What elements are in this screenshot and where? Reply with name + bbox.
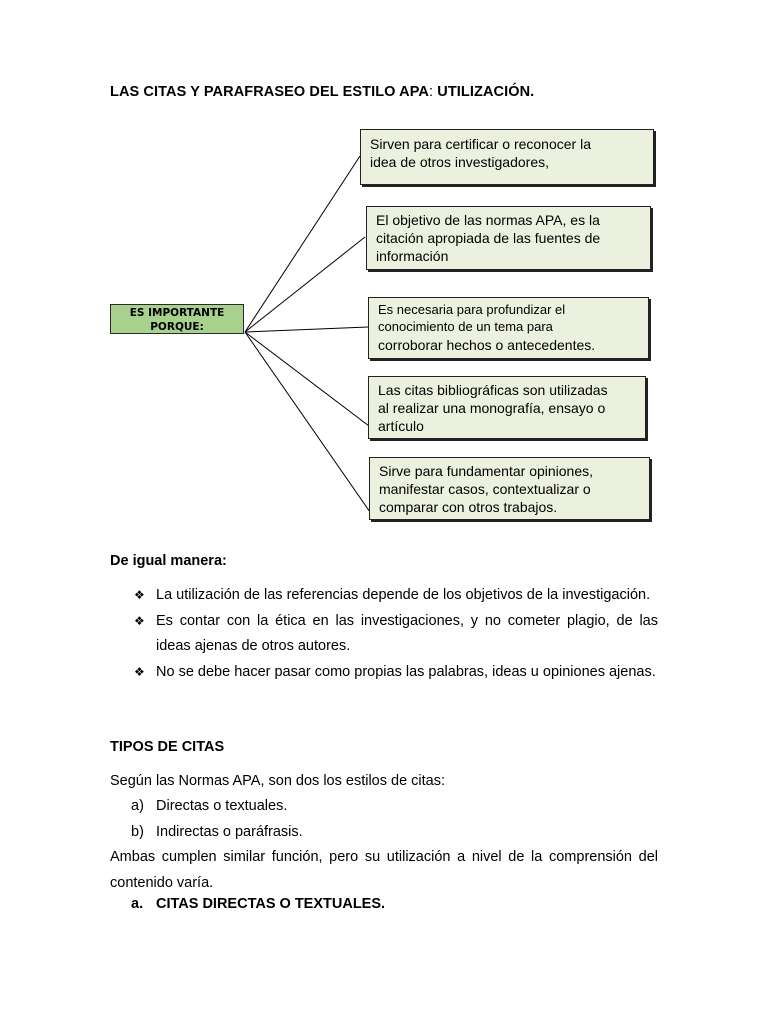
title-colon: :	[428, 84, 434, 100]
list-text: Directas o textuales.	[156, 798, 288, 814]
diagram-box-4	[368, 376, 646, 439]
bullet-item	[110, 660, 658, 686]
diagram-box-5	[369, 457, 650, 520]
bullet-item	[110, 609, 658, 660]
subheading-text: CITAS DIRECTAS O TEXTUALES.	[156, 896, 386, 912]
central-node-line-1: ES IMPORTANTE	[129, 307, 225, 319]
box-5-line-3: comparar con otros trabajos.	[379, 499, 558, 515]
box-5-line-1: Sirve para fundamentar opiniones,	[379, 463, 594, 479]
central-node	[110, 304, 244, 334]
list-item	[110, 820, 303, 846]
list-text: Indirectas o paráfrasis.	[156, 823, 303, 840]
list-marker: b)	[131, 823, 144, 840]
box-1-line-2: idea de otros investigadores,	[370, 154, 549, 170]
box-2-line-2: citación apropiada de las fuentes de	[376, 230, 601, 246]
bullet-item	[110, 583, 658, 609]
box-5-line-2: manifestar casos, contextualizar o	[379, 481, 591, 497]
box-4-line-3: artículo	[378, 418, 424, 434]
bullet-list	[110, 583, 658, 685]
connector-line-2	[245, 237, 365, 332]
subheading-marker: a.	[131, 896, 144, 912]
bullet-text: No se debe hacer pasar como propias las palabras, ideas u opiniones ajenas.	[156, 663, 656, 680]
tipos-list	[110, 794, 303, 845]
central-node-line-2: PORQUE:	[150, 321, 204, 333]
diagram-box-1	[360, 129, 654, 185]
connector-line-1	[245, 156, 360, 332]
title-prefix: LAS CITAS Y PARAFRASEO DEL ESTILO APA	[110, 84, 429, 100]
diagram-box-2	[366, 206, 651, 270]
title-suffix: UTILIZACIÓN.	[433, 84, 535, 100]
connector-line-4	[245, 332, 369, 426]
diamond-bullet-icon: ❖	[134, 664, 145, 679]
subheading-citas-directas	[131, 896, 385, 912]
connector-line-3	[245, 327, 368, 332]
tipos-intro: Según las Normas APA, son dos los estilos de citas:	[110, 773, 446, 789]
list-marker: a)	[131, 798, 144, 814]
box-4-line-2: al realizar una monografía, ensayo o	[378, 400, 606, 416]
heading-tipos-de-citas: TIPOS DE CITAS	[110, 739, 225, 755]
diamond-bullet-icon: ❖	[134, 613, 145, 628]
tipos-closing: Ambas cumplen similar función, pero su utilización a nivel de la comprensión del contenido varía.	[110, 849, 658, 891]
diagram-box-3	[368, 297, 649, 359]
box-1-line-1: Sirven para certificar o reconocer la	[370, 136, 591, 152]
connector-line-5	[245, 332, 370, 512]
box-2-line-1: El objetivo de las normas APA, es la	[376, 212, 600, 228]
box-2-line-3: información	[376, 248, 449, 264]
list-item	[110, 794, 303, 820]
box-4-line-1: Las citas bibliográficas son utilizadas	[378, 382, 608, 398]
heading-de-igual-manera: De igual manera:	[110, 553, 227, 569]
bullet-text: La utilización de las referencias depende de los objetivos de la investigación.	[156, 587, 651, 603]
diamond-bullet-icon: ❖	[134, 588, 145, 602]
box-3-line-2: conocimiento de un tema para	[378, 319, 553, 334]
bullet-text: Es contar con la ética en las investigaciones, y no cometer plagio, de las ideas ajenas de otros autores.	[156, 612, 658, 654]
box-3-line-1: Es necesaria para profundizar el	[378, 302, 566, 317]
box-3-line-3: corroborar hechos o antecedentes.	[378, 337, 596, 353]
